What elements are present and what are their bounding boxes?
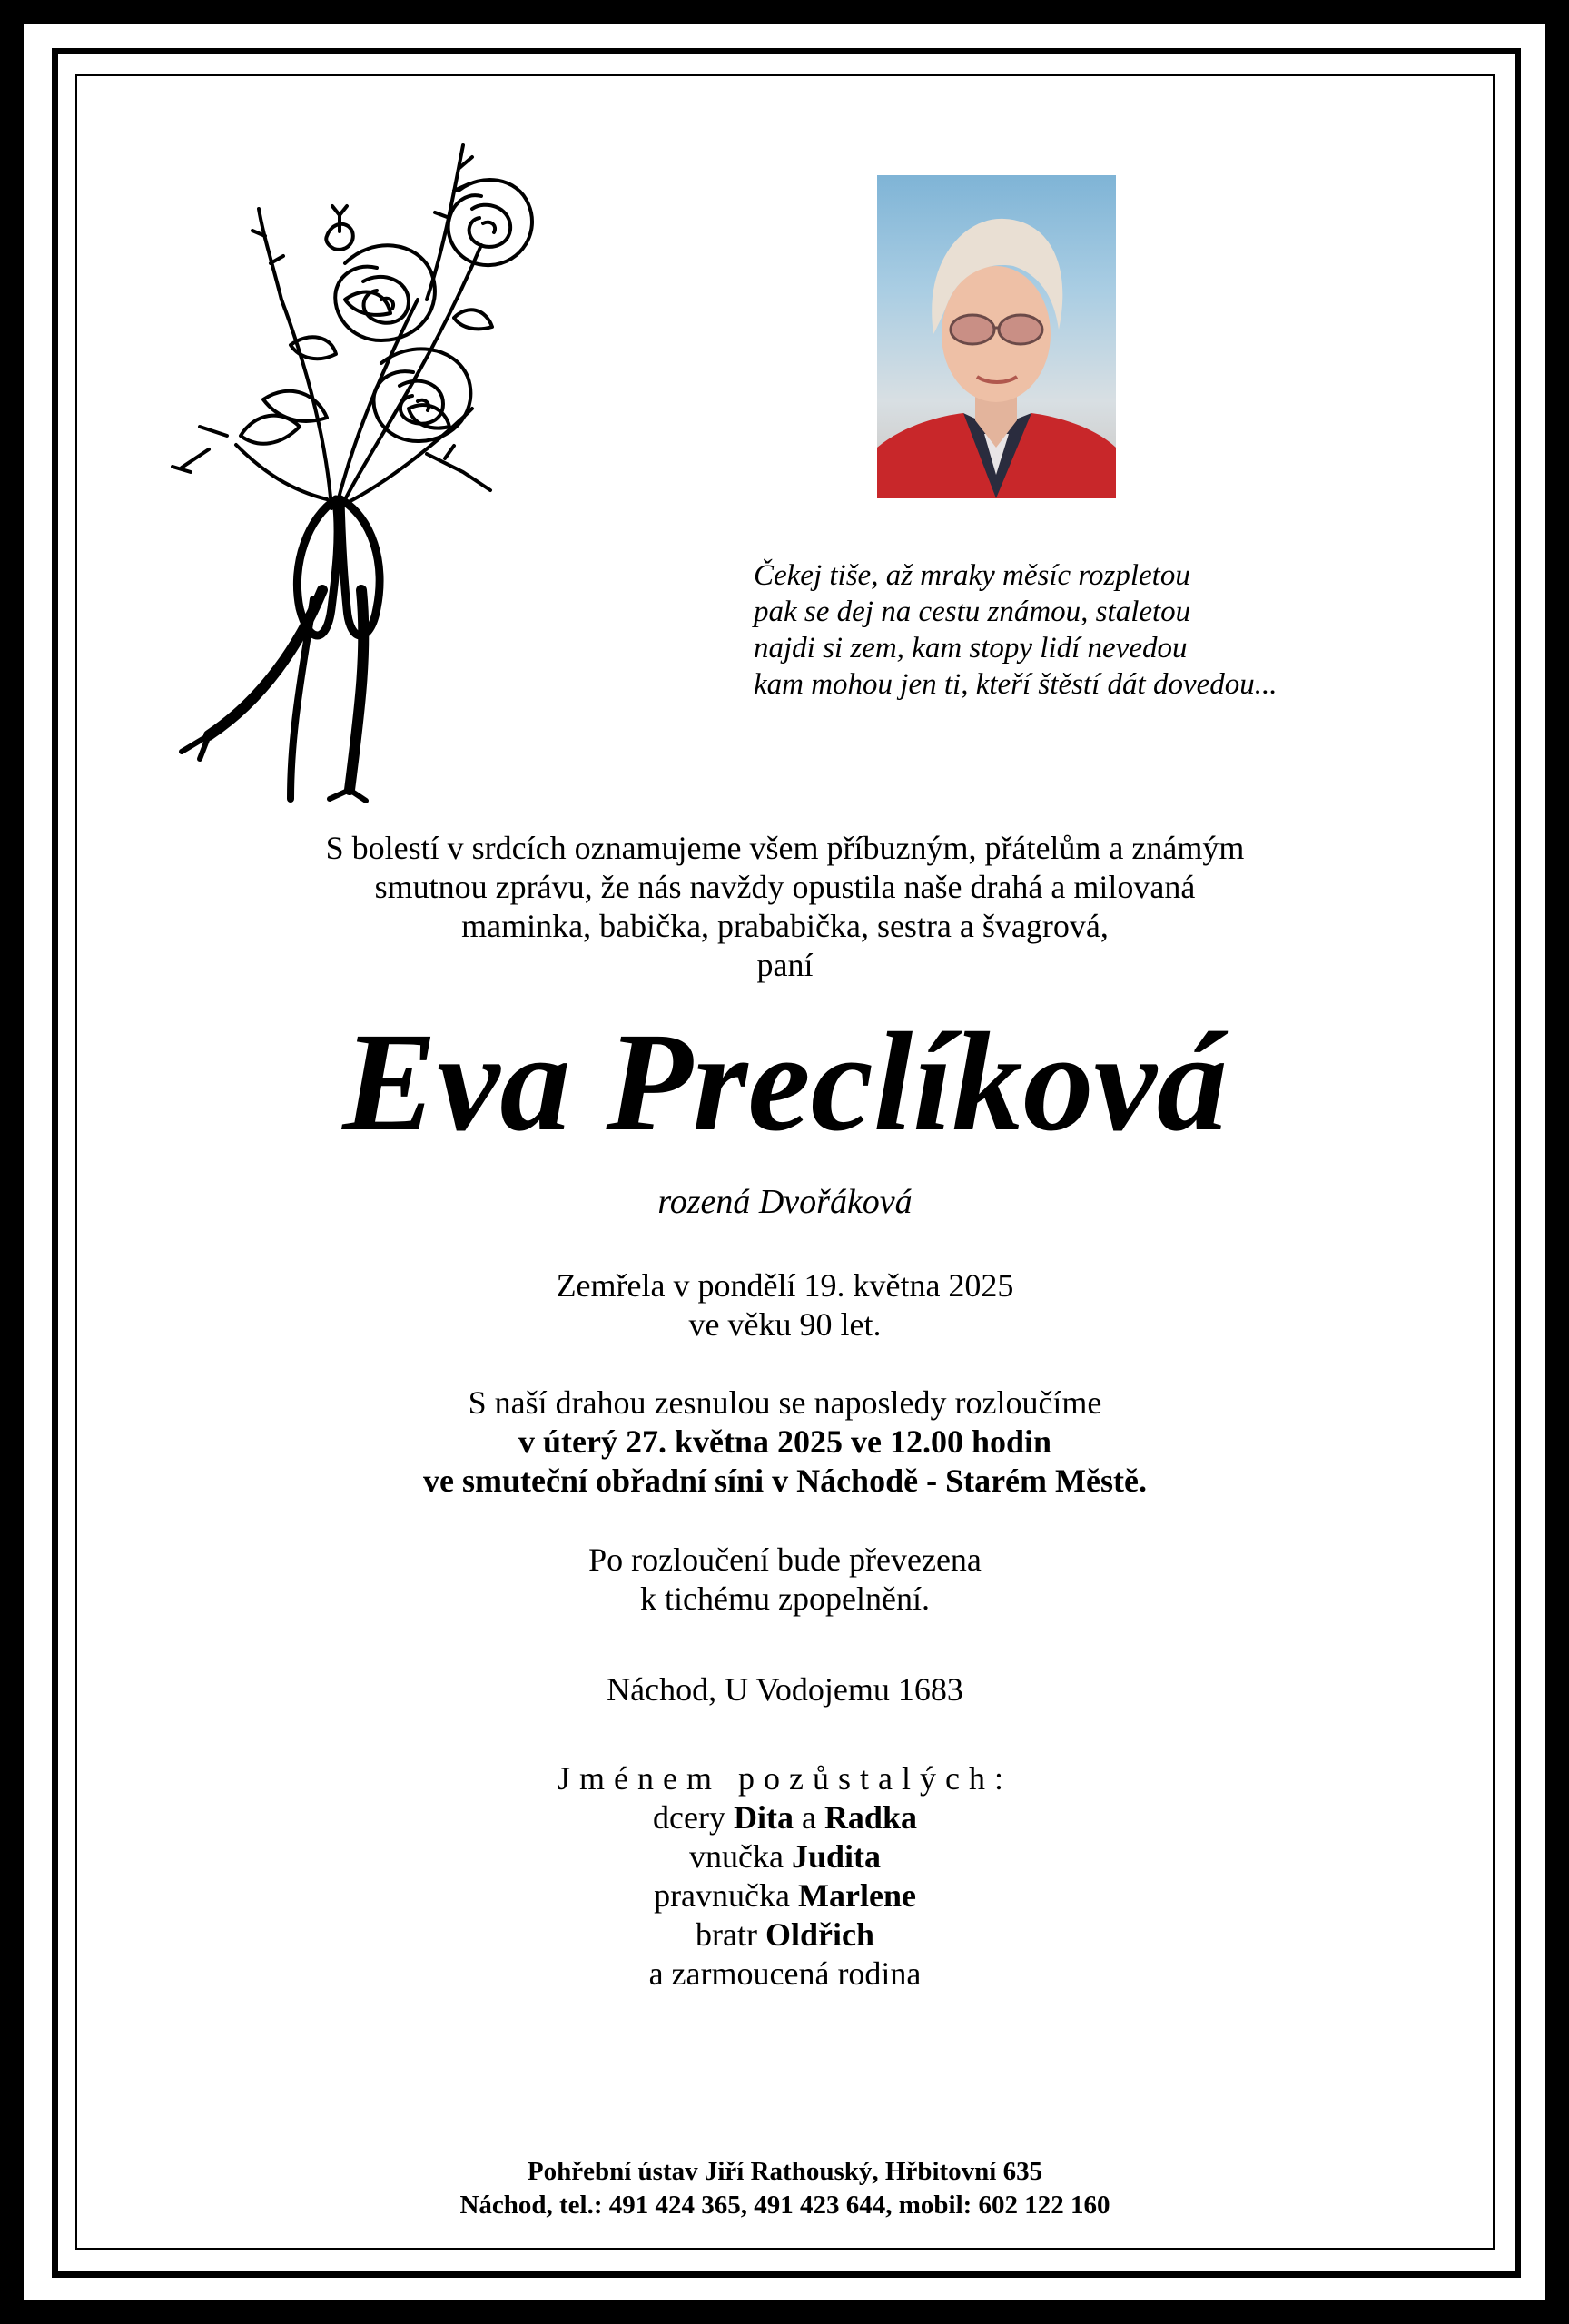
rose-bouquet-icon bbox=[154, 136, 581, 803]
poem-line: najdi si zem, kam stopy lidí nevedou bbox=[754, 632, 1188, 665]
mourners-heading: Jménem pozůstalých: bbox=[558, 1760, 1012, 1797]
conjunction: a bbox=[801, 1799, 816, 1836]
intro-line: smutnou zprávu, že nás navždy opustila naše drahá a milovaná bbox=[374, 869, 1196, 905]
cremation-note bbox=[75, 1541, 1495, 1619]
funeral-home-name: Pohřební ústav Jiří Rathouský, Hřbitovní 635 bbox=[527, 2157, 1043, 2186]
mourners-list bbox=[75, 1759, 1495, 1994]
ceremony-info bbox=[75, 1384, 1495, 1501]
poem-line: kam mohou jen ti, kteří štěstí dát dovedou... bbox=[754, 668, 1278, 701]
mourner-name: Marlene bbox=[798, 1877, 916, 1914]
mourner-brother bbox=[75, 1915, 1495, 1955]
funeral-home-footer bbox=[75, 2155, 1495, 2222]
ceremony-datetime: v úterý 27. května 2025 ve 12.00 hodin bbox=[518, 1423, 1052, 1460]
portrait-photo bbox=[877, 175, 1116, 498]
deceased-name: Eva Preclíková bbox=[342, 1003, 1228, 1160]
mourner-name: Oldřich bbox=[765, 1916, 874, 1953]
relation-label: pravnučka bbox=[654, 1877, 790, 1914]
intro-line: S bolestí v srdcích oznamujeme všem příbuzným, přátelům a známým bbox=[325, 830, 1245, 866]
mourner-granddaughter bbox=[75, 1837, 1495, 1876]
age: ve věku 90 let. bbox=[688, 1306, 882, 1343]
mourner-daughters bbox=[75, 1798, 1495, 1837]
death-info bbox=[75, 1266, 1495, 1344]
relation-label: bratr bbox=[696, 1916, 757, 1953]
mourner-name: Judita bbox=[791, 1838, 881, 1875]
poem-line: Čekej tiše, až mraky měsíc rozpletou bbox=[754, 559, 1190, 592]
announcement-intro bbox=[75, 829, 1495, 985]
intro-line: paní bbox=[756, 947, 814, 983]
mourner-great-granddaughter bbox=[75, 1876, 1495, 1915]
poem-line: pak se dej na cestu známou, staletou bbox=[754, 596, 1191, 628]
ceremony-place: ve smuteční obřadní síni v Náchodě - Starém Městě. bbox=[423, 1462, 1147, 1499]
intro-line: maminka, babička, prababička, sestra a švagrová, bbox=[461, 908, 1109, 944]
death-date: Zemřela v pondělí 19. května 2025 bbox=[556, 1267, 1014, 1304]
poem bbox=[754, 557, 1389, 703]
mourner-name: Radka bbox=[824, 1799, 917, 1836]
relation-label: dcery bbox=[653, 1799, 725, 1836]
relation-label: vnučka bbox=[688, 1838, 784, 1875]
cremation-line: k tichému zpopelnění. bbox=[640, 1581, 930, 1617]
ceremony-intro: S naší drahou zesnulou se naposledy rozloučíme bbox=[468, 1384, 1102, 1421]
funeral-home-contact: Náchod, tel.: 491 424 365, 491 423 644, mobil: 602 122 160 bbox=[459, 2191, 1110, 2220]
home-address: Náchod, U Vodojemu 1683 bbox=[607, 1671, 963, 1708]
cremation-line: Po rozloučení bude převezena bbox=[588, 1541, 982, 1578]
mourner-family: a zarmoucená rodina bbox=[648, 1955, 922, 1992]
mourner-name: Dita bbox=[733, 1799, 794, 1836]
maiden-name: rozená Dvořáková bbox=[657, 1183, 913, 1221]
